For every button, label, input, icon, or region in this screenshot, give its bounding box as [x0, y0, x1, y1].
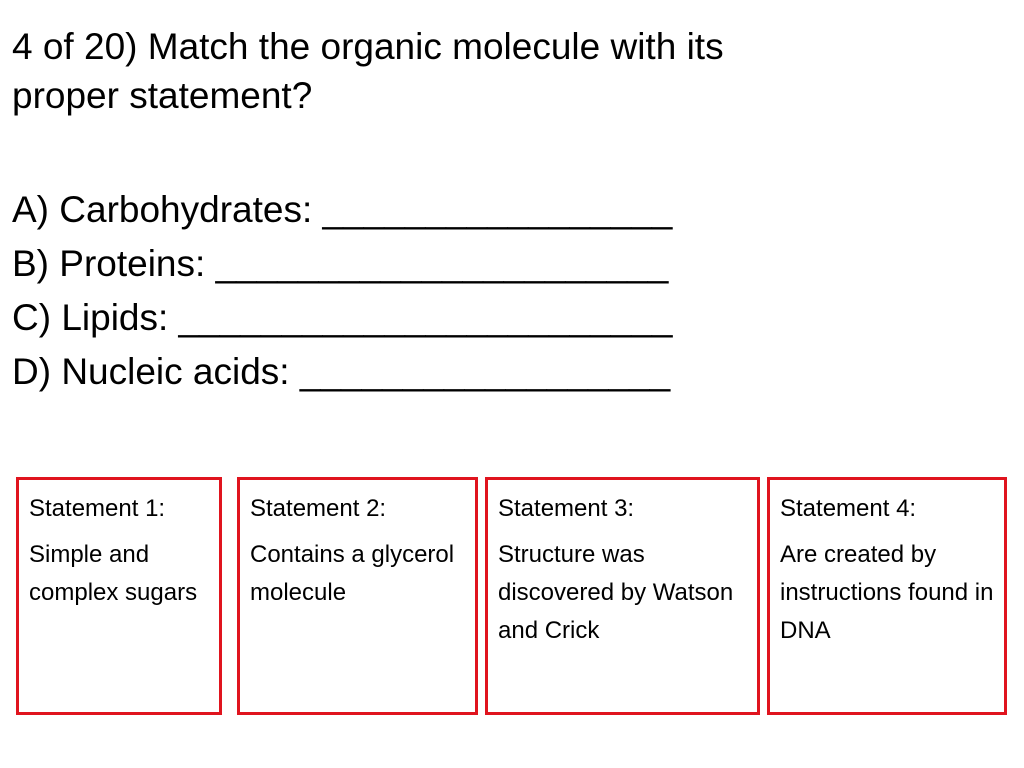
option-c-lipids: C) Lipids: ________________________ — [12, 297, 673, 338]
question-line-1: 4 of 20) Match the organic molecule with its — [12, 26, 724, 67]
option-a-carbohydrates: A) Carbohydrates: _________________ — [12, 189, 673, 230]
statement-box-4 — [767, 477, 1007, 715]
option-d-nucleic-acids: D) Nucleic acids: __________________ — [12, 351, 671, 392]
question-line-2: proper statement? — [12, 75, 313, 116]
statement-4-title: Statement 4: — [780, 495, 917, 522]
statement-4-text: Are created by instructions found in DNA — [780, 541, 994, 644]
statement-2-title: Statement 2: — [250, 495, 387, 522]
statement-2-text: Contains a glycerol molecule — [250, 541, 455, 606]
statement-box-1 — [16, 477, 222, 715]
statement-1-text: Simple and complex sugars — [29, 541, 198, 606]
question-heading — [12, 22, 1012, 120]
statement-box-3 — [485, 477, 760, 715]
answer-options — [12, 183, 1012, 399]
statement-box-2 — [237, 477, 478, 715]
statement-3-text: Structure was discovered by Watson and Crick — [498, 541, 734, 644]
statement-1-title: Statement 1: — [29, 495, 166, 522]
statement-3-title: Statement 3: — [498, 495, 635, 522]
option-b-proteins: B) Proteins: ______________________ — [12, 243, 669, 284]
